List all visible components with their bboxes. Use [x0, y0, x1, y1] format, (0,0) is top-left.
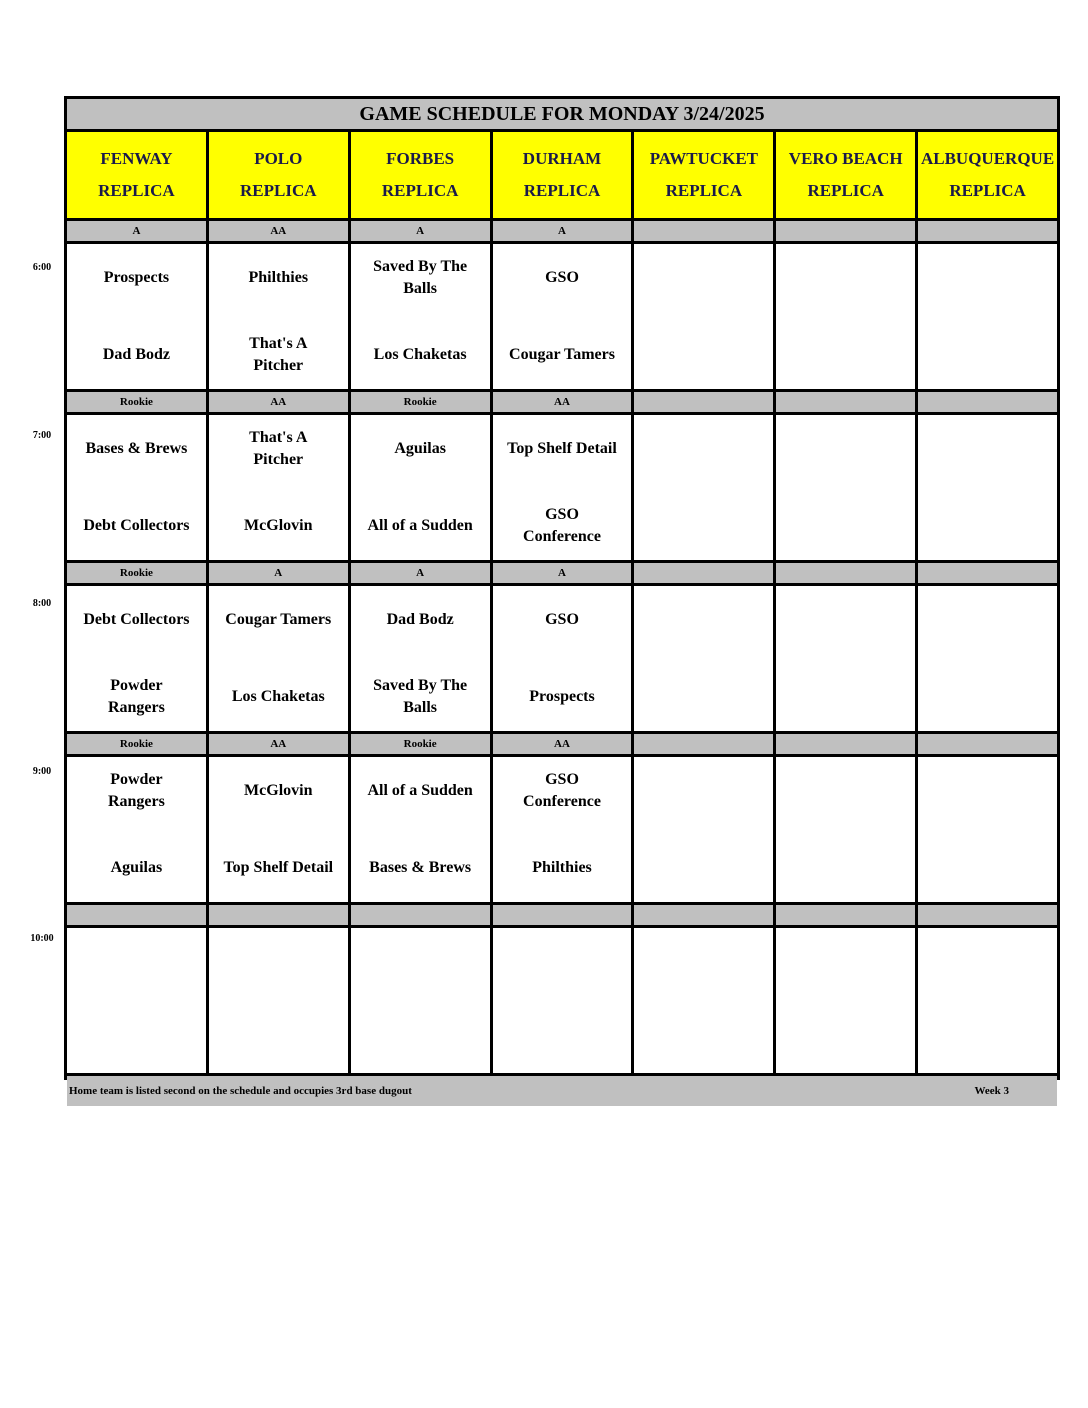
division-label: Rookie	[67, 392, 206, 412]
game-cell	[209, 586, 348, 731]
time-label: 7:00	[32, 430, 52, 441]
venue-name: PAWTUCKET	[649, 149, 758, 168]
division-label	[918, 392, 1057, 412]
game-cell	[351, 757, 490, 902]
venue-sub: REPLICA	[523, 181, 601, 200]
time-label: 8:00	[32, 598, 52, 609]
away-team	[918, 244, 1057, 317]
away-team	[634, 586, 773, 659]
home-team	[918, 317, 1057, 390]
division-label	[776, 392, 915, 412]
away-team: Powder Rangers	[107, 771, 165, 811]
home-team	[493, 1001, 632, 1074]
venue-header-polo	[209, 132, 348, 218]
home-team	[776, 317, 915, 390]
game-cell	[209, 415, 348, 560]
home-team: Powder Rangers	[107, 676, 165, 716]
game-cell	[209, 244, 348, 389]
division-label: AA	[493, 734, 632, 754]
home-team	[918, 1001, 1057, 1074]
time-label: 10:00	[30, 933, 54, 944]
game-cell	[209, 757, 348, 902]
home-team	[634, 1001, 773, 1074]
away-team: GSO Conference	[523, 771, 601, 811]
home-team: All of a Sudden	[367, 516, 473, 534]
division-label	[634, 221, 773, 241]
division-label: AA	[209, 734, 348, 754]
division-label: Rookie	[67, 563, 206, 583]
game-cell	[776, 586, 915, 731]
game-cell	[918, 928, 1057, 1073]
game-cell	[918, 244, 1057, 389]
away-team: All of a Sudden	[367, 782, 473, 800]
away-team: Top Shelf Detail	[507, 440, 617, 458]
division-label: Rookie	[351, 392, 490, 412]
division-label: Rookie	[67, 734, 206, 754]
division-label	[918, 905, 1057, 925]
division-label	[634, 905, 773, 925]
division-label	[634, 392, 773, 412]
schedule-title: GAME SCHEDULE FOR MONDAY 3/24/2025	[67, 99, 1057, 129]
away-team	[209, 928, 348, 1001]
division-label	[634, 563, 773, 583]
game-cell	[67, 415, 206, 560]
division-label: Rookie	[351, 734, 490, 754]
game-cell	[67, 928, 206, 1073]
venue-header-forbes	[351, 132, 490, 218]
game-cell	[634, 244, 773, 389]
division-label	[918, 221, 1057, 241]
home-team	[776, 488, 915, 561]
home-team: Prospects	[529, 687, 595, 705]
away-team	[776, 928, 915, 1001]
home-team: Top Shelf Detail	[223, 858, 334, 876]
division-label	[918, 563, 1057, 583]
away-team	[351, 928, 490, 1001]
venue-sub: REPLICA	[807, 181, 884, 200]
division-label	[67, 905, 206, 925]
game-cell	[918, 415, 1057, 560]
away-team	[776, 586, 915, 659]
division-label	[918, 734, 1057, 754]
division-label: A	[493, 221, 632, 241]
game-cell	[493, 415, 632, 560]
away-team	[634, 415, 773, 488]
division-label	[209, 905, 348, 925]
game-cell	[776, 244, 915, 389]
away-team: Saved By The Balls	[373, 258, 468, 298]
division-label	[776, 563, 915, 583]
away-team: That's A Pitcher	[249, 429, 308, 469]
home-team: Los Chaketas	[373, 345, 467, 363]
venue-sub: REPLICA	[98, 181, 175, 200]
game-cell	[351, 928, 490, 1073]
home-team	[209, 1001, 348, 1074]
home-team	[351, 1001, 490, 1074]
away-team: Prospects	[103, 269, 170, 287]
game-cell	[493, 757, 632, 902]
game-cell	[634, 586, 773, 731]
venue-sub: REPLICA	[949, 181, 1026, 200]
game-cell	[776, 928, 915, 1073]
away-team	[67, 928, 206, 1001]
venue-name: POLO	[254, 149, 303, 168]
division-label	[776, 221, 915, 241]
home-team	[634, 317, 773, 390]
home-team: Philthies	[532, 858, 592, 876]
home-team	[776, 1001, 915, 1074]
venue-name: VERO BEACH	[788, 149, 903, 168]
home-team	[634, 830, 773, 903]
game-cell	[209, 928, 348, 1073]
home-team: Cougar Tamers	[509, 345, 615, 363]
away-team: Bases & Brews	[85, 440, 188, 458]
venue-name: FENWAY	[100, 149, 173, 168]
away-team	[918, 928, 1057, 1001]
venue-sub: REPLICA	[665, 181, 743, 200]
division-label: A	[493, 563, 632, 583]
away-team: McGlovin	[244, 782, 313, 800]
away-team: Cougar Tamers	[225, 611, 332, 629]
division-label: A	[209, 563, 348, 583]
division-label: A	[67, 221, 206, 241]
division-label: AA	[209, 392, 348, 412]
venue-header-pawtucket	[634, 132, 773, 218]
home-team	[67, 1001, 206, 1074]
home-team	[776, 659, 915, 732]
venue-sub: REPLICA	[381, 181, 459, 200]
venue-header-albuquerque	[918, 132, 1057, 218]
venue-name: DURHAM	[522, 149, 602, 168]
away-team	[776, 415, 915, 488]
game-cell	[351, 244, 490, 389]
division-label	[776, 905, 915, 925]
venue-name: ALBUQUERQUE	[920, 149, 1055, 168]
home-team: McGlovin	[244, 516, 313, 534]
home-team: Dad Bodz	[102, 345, 170, 363]
away-team: Aguilas	[394, 440, 446, 458]
game-cell	[67, 757, 206, 902]
home-team: Aguilas	[110, 858, 163, 876]
home-team	[634, 488, 773, 561]
game-cell	[776, 757, 915, 902]
home-team	[918, 830, 1057, 903]
away-team	[776, 757, 915, 830]
game-cell	[67, 586, 206, 731]
game-cell	[634, 757, 773, 902]
venue-sub: REPLICA	[240, 181, 317, 200]
home-team: Saved By The Balls	[373, 676, 468, 716]
division-label	[351, 905, 490, 925]
game-cell	[634, 928, 773, 1073]
away-team	[776, 244, 915, 317]
division-label	[776, 734, 915, 754]
away-team	[918, 586, 1057, 659]
away-team	[634, 928, 773, 1001]
game-cell	[493, 586, 632, 731]
game-cell	[67, 244, 206, 389]
division-label: A	[351, 221, 490, 241]
game-cell	[351, 586, 490, 731]
game-cell	[351, 415, 490, 560]
home-team	[634, 659, 773, 732]
away-team: Dad Bodz	[386, 611, 454, 629]
away-team: GSO	[545, 611, 579, 629]
time-label: 9:00	[32, 766, 52, 777]
home-team: That's A Pitcher	[249, 334, 308, 374]
away-team	[634, 757, 773, 830]
away-team: Debt Collectors	[83, 611, 190, 629]
venue-name: FORBES	[386, 149, 455, 168]
away-team: GSO	[545, 269, 579, 287]
away-team	[918, 757, 1057, 830]
home-team: Bases & Brews	[369, 858, 472, 876]
home-team	[918, 488, 1057, 561]
away-team	[634, 244, 773, 317]
home-team: Los Chaketas	[231, 687, 325, 705]
schedule-table	[64, 96, 1060, 1097]
division-label: AA	[209, 221, 348, 241]
schedule-footer	[67, 1076, 1057, 1106]
home-team	[918, 659, 1057, 732]
home-team	[776, 830, 915, 903]
division-label: A	[351, 563, 490, 583]
venue-header-fenway	[67, 132, 206, 218]
division-label: AA	[493, 392, 632, 412]
time-label: 6:00	[32, 262, 52, 273]
away-team	[918, 415, 1057, 488]
game-cell	[493, 244, 632, 389]
game-cell	[918, 586, 1057, 731]
division-label	[634, 734, 773, 754]
game-cell	[493, 928, 632, 1073]
division-label	[493, 905, 632, 925]
venue-header-vero-beach	[776, 132, 915, 218]
away-team: Philthies	[248, 269, 309, 287]
game-cell	[918, 757, 1057, 902]
game-cell	[634, 415, 773, 560]
home-team-note: Home team is listed second on the schedule and occupies 3rd base dugout	[69, 1085, 412, 1097]
venue-header-durham	[493, 132, 632, 218]
away-team	[493, 928, 632, 1001]
home-team: GSO Conference	[523, 505, 601, 545]
home-team: Debt Collectors	[83, 516, 190, 534]
game-cell	[776, 415, 915, 560]
week-label: Week 3	[974, 1085, 1009, 1097]
